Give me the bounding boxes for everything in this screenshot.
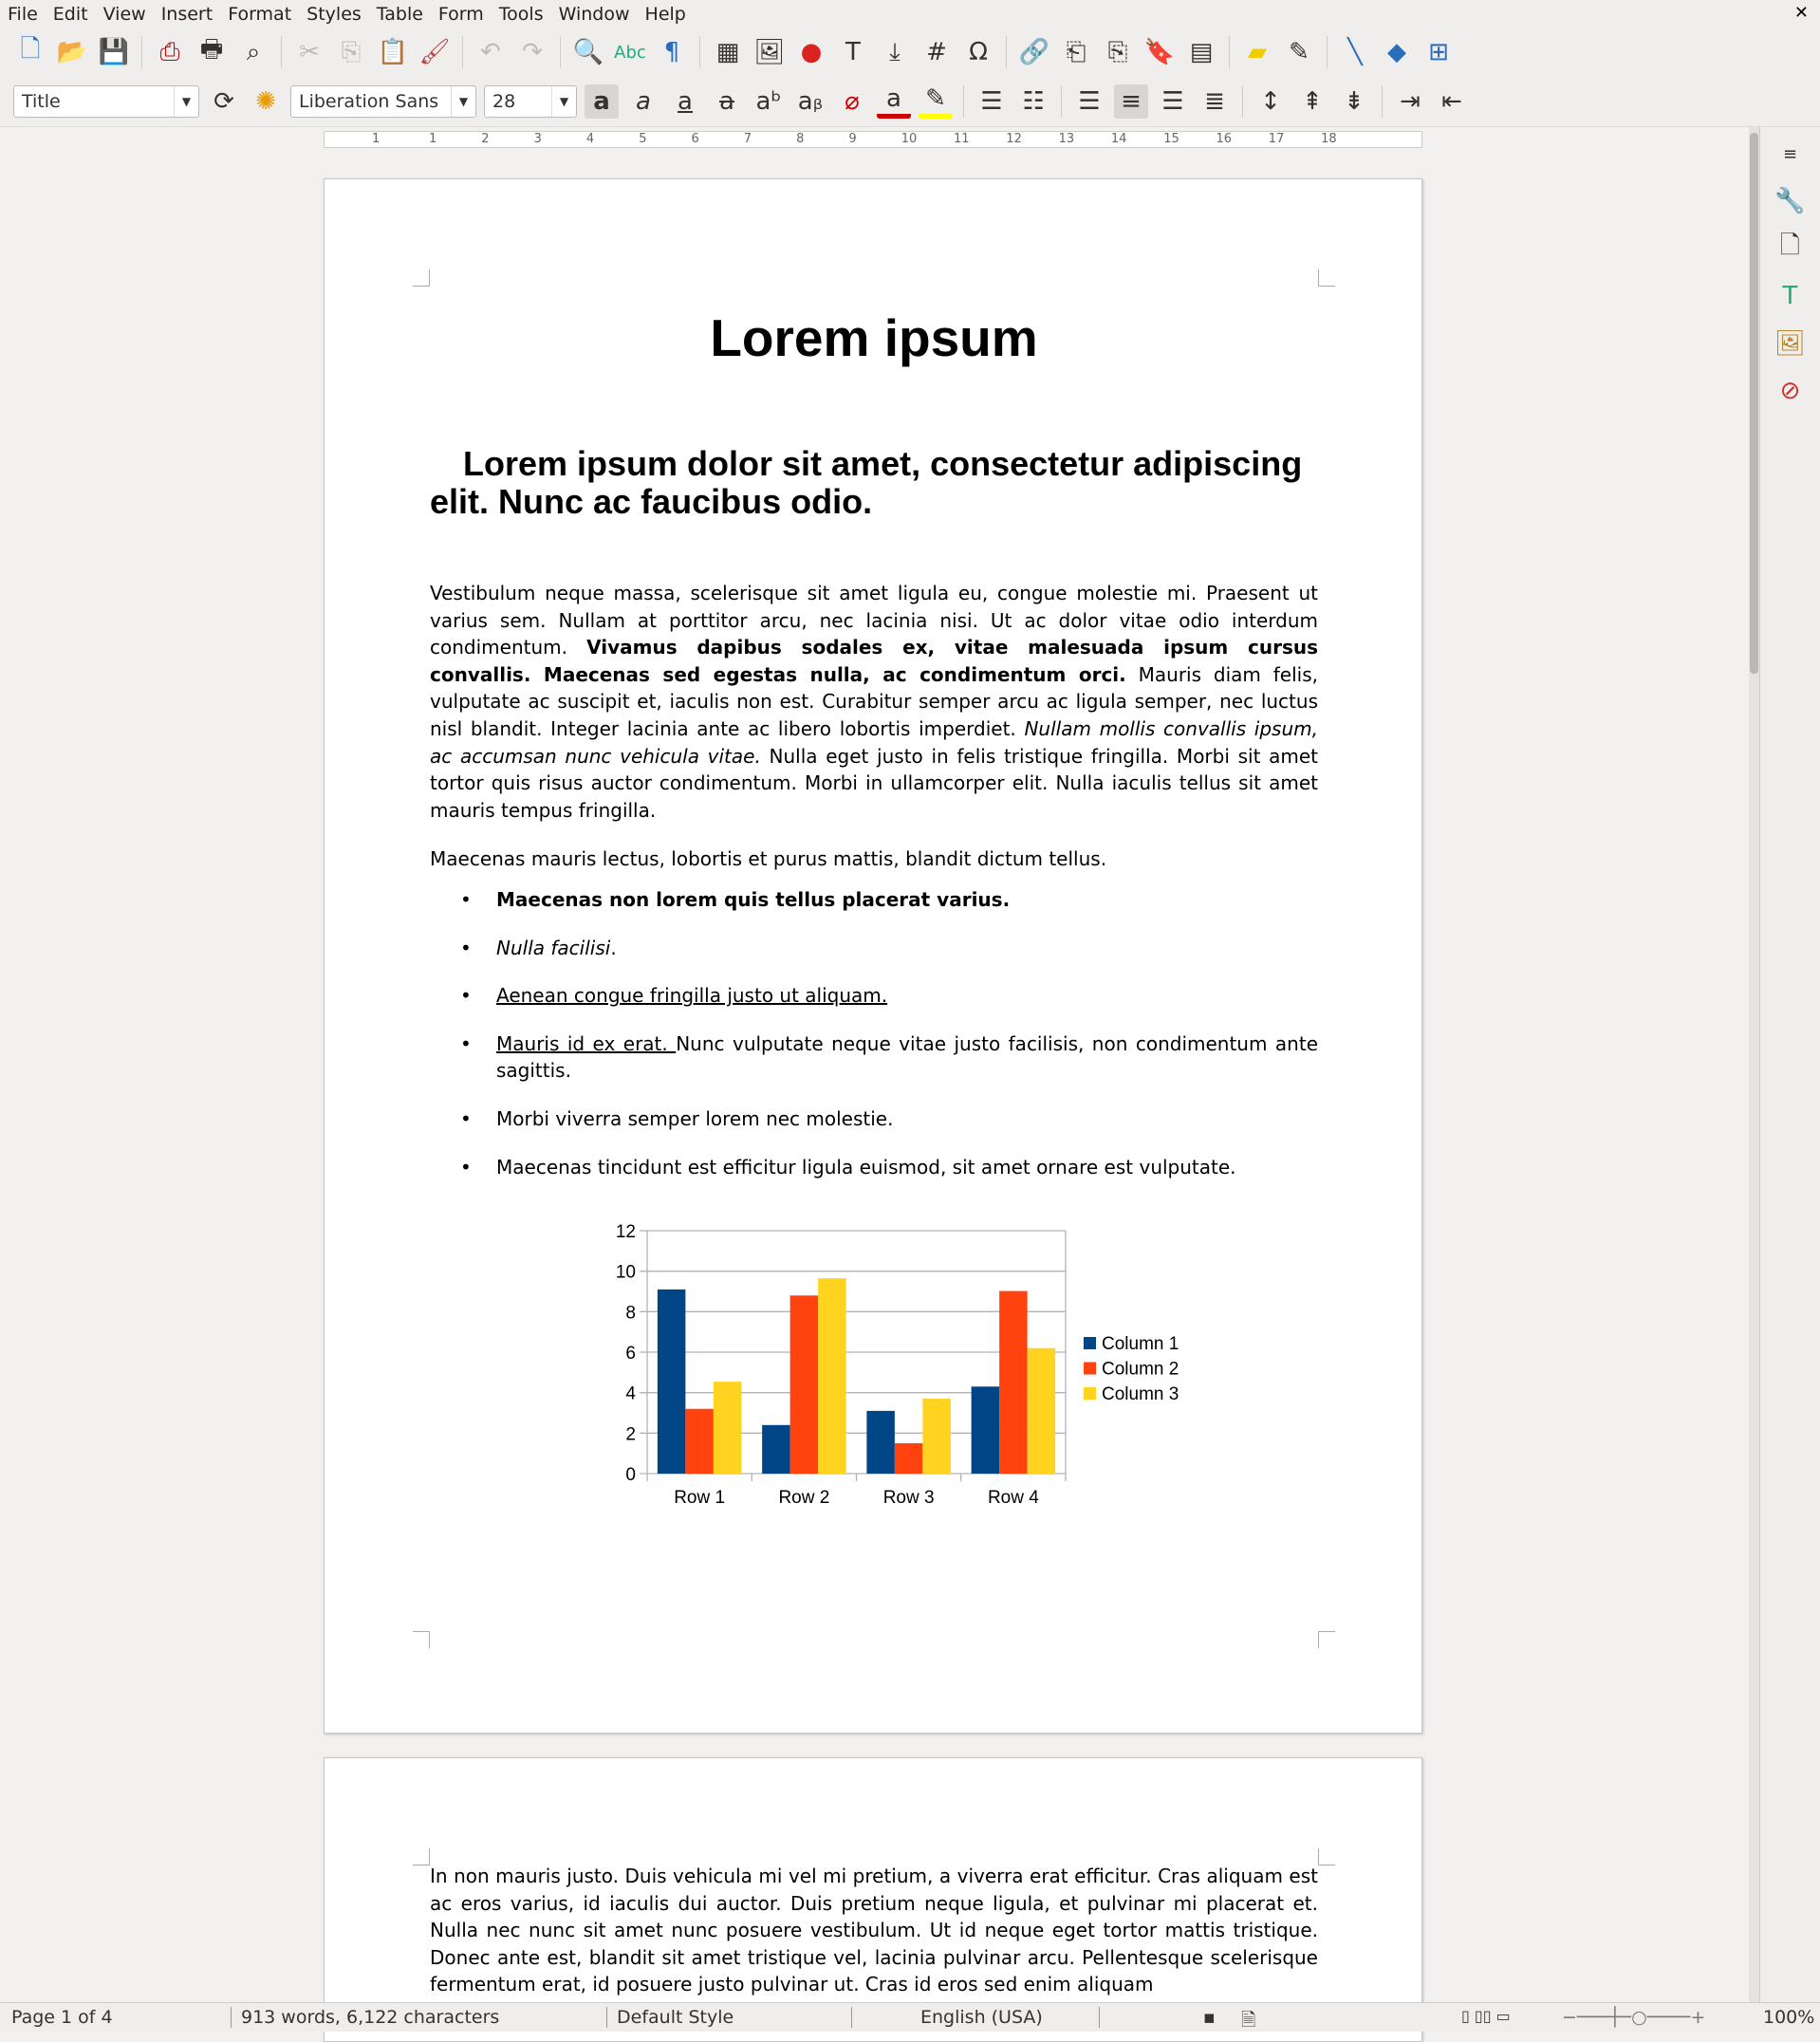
track-changes-icon[interactable]: ✎ (1289, 38, 1309, 66)
find-replace-icon[interactable]: 🔍 (572, 38, 604, 66)
italic-icon[interactable]: a (636, 86, 651, 116)
y-tick-label: 8 (625, 1303, 636, 1324)
paragraph-style-value: Title (22, 90, 61, 112)
page-style[interactable]: Default Style (617, 2007, 734, 2028)
word-count[interactable]: 913 words, 6,122 characters (241, 2007, 500, 2028)
new-style-icon[interactable]: ✺ (255, 86, 276, 116)
x-tick-label: Row 1 (674, 1488, 726, 1508)
clone-formatting-icon[interactable]: 🖌 (418, 38, 451, 66)
page-2 (324, 1757, 1422, 2042)
strikethrough-icon[interactable]: a (719, 86, 734, 116)
x-tick-label: Row 2 (778, 1488, 830, 1508)
ruler-tick-label: 4 (585, 132, 595, 146)
font-name-value: Liberation Sans (299, 90, 439, 112)
ruler-tick-label: 13 (1058, 132, 1075, 146)
view-layout-icons[interactable]: ▯ ▯▯ ▭ (1461, 2007, 1511, 2025)
language[interactable]: English (USA) (920, 2007, 1043, 2028)
y-tick-label: 12 (615, 1223, 636, 1242)
page-1 (324, 178, 1422, 1734)
undo-icon[interactable]: ↶ (480, 38, 501, 66)
draw-functions-icon[interactable]: ⊞ (1428, 38, 1449, 66)
heading[interactable]: Lorem ipsum dolor sit amet, consectetur adipiscing elit. Nunc ac faucibus odio. (430, 444, 1303, 521)
properties-icon[interactable]: 🔧 (1774, 187, 1806, 215)
print-preview-icon[interactable]: ⌕ (246, 37, 261, 66)
ruler-tick-label: 6 (691, 132, 699, 146)
menu-format[interactable]: Format (228, 4, 292, 25)
bar (1028, 1348, 1056, 1474)
subscript-icon[interactable]: aᵦ (797, 86, 824, 116)
status-bar (0, 2002, 1820, 2032)
document-title[interactable]: Lorem ipsum (710, 308, 1038, 367)
menu-form[interactable]: Form (437, 4, 484, 25)
zoom-slider[interactable]: −───┼─○────+ (1562, 2007, 1706, 2028)
superscript-icon[interactable]: aᵇ (755, 86, 782, 116)
ruler-tick-label: 16 (1216, 132, 1233, 146)
justify-icon[interactable]: ≣ (1204, 86, 1225, 116)
bar (714, 1382, 742, 1474)
ruler-tick-label: 5 (639, 132, 647, 146)
footnote-icon[interactable]: ⎗ (1066, 37, 1086, 66)
increase-indent-icon[interactable]: ⇥ (1400, 86, 1421, 116)
ruler-tick-label: 14 (1110, 132, 1127, 146)
ruler-tick-label: 11 (954, 132, 970, 146)
menu-window[interactable]: Window (558, 4, 630, 25)
ruler-tick-label: 15 (1163, 132, 1179, 146)
font-color-icon[interactable]: a (877, 84, 911, 119)
bookmark-icon[interactable]: 🔖 (1143, 38, 1176, 66)
numbered-list-icon[interactable]: ☷ (1022, 86, 1045, 116)
ruler-tick-label: 17 (1268, 132, 1285, 146)
cross-reference-icon[interactable]: ▤ (1189, 38, 1214, 66)
ruler-tick-label: 18 (1321, 132, 1337, 146)
basic-shapes-icon[interactable]: ◆ (1387, 38, 1406, 66)
x-tick-label: Row 4 (987, 1488, 1039, 1508)
font-size-value: 28 (492, 90, 516, 112)
legend-swatch (1084, 1387, 1096, 1400)
highlight-icon[interactable]: ✎ (919, 84, 953, 119)
bar-chart[interactable] (590, 1223, 1179, 1546)
page-count[interactable]: Page 1 of 4 (11, 2007, 113, 2028)
zoom-level[interactable]: 100% (1763, 2007, 1815, 2028)
formatting-toolbar (0, 76, 1820, 127)
insert-page-break-icon[interactable]: ⤓ (889, 37, 901, 66)
paste-icon[interactable]: 📋 (377, 38, 409, 66)
list-item[interactable]: • Morbi viverra semper lorem nec molestie. (430, 1105, 1318, 1133)
gallery-icon[interactable]: 🖼 (1774, 329, 1806, 358)
ruler-tick-label: 2 (481, 132, 490, 146)
underline-icon[interactable]: a (678, 86, 693, 116)
chevron-down-icon[interactable]: ▼ (451, 86, 475, 117)
bar (790, 1295, 819, 1474)
scrollbar-thumb[interactable] (1750, 133, 1758, 674)
bar (866, 1411, 895, 1474)
ruler-tick-label: 9 (848, 132, 857, 146)
ruler-tick-label: 10 (901, 132, 918, 146)
open-icon[interactable]: 📂 (56, 38, 88, 66)
bar (895, 1443, 923, 1474)
export-pdf-icon[interactable]: ⎙ (159, 37, 180, 66)
chevron-down-icon[interactable]: ▼ (551, 86, 576, 117)
new-document-icon[interactable]: 🗋 (20, 35, 41, 64)
paragraph-style-select[interactable] (13, 85, 199, 118)
close-document-icon[interactable]: ✕ (1793, 3, 1809, 23)
bullet-list-icon[interactable]: ☰ (980, 86, 1003, 116)
insert-image-icon[interactable]: 🖼 (753, 38, 786, 66)
bar (818, 1278, 846, 1474)
vertical-scrollbar[interactable] (1749, 127, 1759, 2002)
menu-tools[interactable]: Tools (498, 4, 544, 25)
page-icon[interactable]: 🗋 (1780, 232, 1800, 260)
list-item[interactable]: • Mauris id ex erat. Nunc vulputate neque vitae justo facilisis, non condimentum ante sagittis. (430, 1030, 1318, 1085)
legend-swatch (1084, 1363, 1096, 1375)
menu-insert[interactable]: Insert (160, 4, 214, 25)
save-icon[interactable]: 💾 (98, 38, 130, 66)
ruler-tick-label: 12 (1006, 132, 1022, 146)
list-item[interactable]: • Maecenas non lorem quis tellus placerat varius. (430, 886, 1318, 914)
formatting-marks-icon[interactable]: ¶ (663, 38, 680, 66)
ruler-tick-label: 1 (429, 132, 437, 146)
list-item[interactable]: • Aenean congue fringilla justo ut aliquam. (430, 982, 1318, 1010)
y-tick-label: 4 (625, 1383, 636, 1404)
ruler-tick-label: 7 (743, 132, 752, 146)
spelling-icon[interactable]: Abc (614, 42, 646, 63)
decrease-indent-icon[interactable]: ⇤ (1441, 86, 1462, 116)
sidebar-menu-icon[interactable]: ≡ (1782, 143, 1798, 164)
y-tick-label: 6 (625, 1344, 636, 1364)
bar (762, 1425, 790, 1474)
bullet-list (430, 886, 1318, 1201)
insert-mode-icon[interactable]: ▪ (1203, 2007, 1216, 2028)
font-size-select[interactable] (484, 85, 577, 118)
copy-icon[interactable]: ⎘ (341, 37, 362, 66)
endnote-icon[interactable]: ⎘ (1107, 37, 1128, 66)
line-icon[interactable]: ╲ (1347, 38, 1363, 66)
legend-label: Column 1 (1102, 1334, 1179, 1354)
ruler-tick-label: 8 (796, 132, 805, 146)
print-icon[interactable]: 🖶 (199, 35, 224, 64)
standard-toolbar (0, 28, 1820, 76)
ruler-tick-label: 1 (372, 132, 381, 146)
menu-help[interactable]: Help (644, 4, 686, 25)
y-tick-label: 2 (625, 1424, 636, 1445)
legend-label: Column 2 (1102, 1359, 1179, 1380)
hyperlink-icon[interactable]: 🔗 (1018, 38, 1050, 66)
menu-view[interactable]: View (102, 4, 146, 25)
bar (922, 1399, 951, 1474)
align-left-icon[interactable]: ☰ (1078, 86, 1101, 116)
special-character-icon[interactable]: Ω (969, 38, 988, 66)
bold-icon[interactable]: a (585, 84, 619, 119)
legend-swatch (1084, 1337, 1096, 1349)
align-right-icon[interactable]: ☰ (1161, 86, 1184, 116)
sidebar (1759, 127, 1820, 2002)
horizontal-ruler[interactable] (324, 131, 1422, 148)
body-paragraph[interactable]: Vestibulum neque massa, scelerisque sit amet ligula eu, congue molestie mi. Praesent ut varius sem. Nullam at porttitor arcu, nec lacinia nisi. Ut ac dolor vitae odio interdum condimentum. Vivamus dapibus sodales ex, vitae malesuada ipsum cursus convallis. Maecenas sed egestas nulla, ac condimentum orci. Mauris diam felis, vulputate ac suscipit et, iaculis non est. Curabitur semper arcu ac ligula semper, nec luctus nisl blandit. Integer lacinia ante ac libero lobortis imperdiet. Nullam mollis convallis ipsum, ac accumsan nunc vehicula vitae. Nulla eget justo in felis tristique fringilla. Morbi sit amet tortor quis risus auctor condimentum. Morbi in ullamcorper elit. Nulla iaculis tellus sit amet mauris tempus fringilla. (430, 582, 1319, 822)
insert-chart-icon[interactable]: ● (800, 38, 823, 66)
menu-file[interactable]: File (8, 4, 38, 25)
bar (685, 1409, 714, 1474)
clear-formatting-icon[interactable]: ⌀ (845, 86, 860, 116)
navigator-icon[interactable]: ⊘ (1779, 377, 1801, 405)
cut-icon[interactable]: ✂ (299, 38, 320, 66)
insert-field-icon[interactable]: # (926, 38, 947, 66)
insert-text-box-icon[interactable]: T (845, 38, 861, 66)
decrease-paragraph-spacing-icon[interactable]: ⇟ (1344, 86, 1365, 116)
menu-bar (0, 0, 1820, 28)
increase-paragraph-spacing-icon[interactable]: ⇞ (1302, 86, 1323, 116)
menu-styles[interactable]: Styles (306, 4, 362, 25)
menu-edit[interactable]: Edit (52, 4, 88, 25)
y-tick-label: 10 (615, 1262, 636, 1283)
insert-table-icon[interactable]: ▦ (715, 38, 740, 66)
align-center-icon[interactable]: ≡ (1114, 84, 1148, 119)
document-modified-icon[interactable]: 🗎 (1241, 2010, 1256, 2031)
line-spacing-icon[interactable]: ↕ (1260, 86, 1281, 116)
bar (658, 1290, 686, 1474)
bar (999, 1291, 1028, 1474)
menu-table[interactable]: Table (376, 4, 423, 25)
body-paragraph[interactable]: In non mauris justo. Duis vehicula mi vel mi pretium, a viverra erat efficitur. Cras aliquam est ac eros varius, id iaculis dui auctor. Duis pretium neque ligula, et pulvinar mi placerat et. Nulla nec nunc sit amet nunc posuere vestibulum. Ut id neque eget tortor mattis tristique. Donec ante est, blandit sit amet tristique vel, lacinia pulvinar arcu. Pellentesque scelerisque fermentum erat, id posuere justo pulvinar ut. Cras id eros sed enim aliquam (430, 1865, 1318, 1996)
styles-icon[interactable]: T (1782, 282, 1798, 310)
chevron-down-icon[interactable]: ▼ (174, 86, 198, 117)
comment-icon[interactable]: ▰ (1248, 38, 1267, 66)
list-item[interactable]: • Nulla facilisi. (430, 935, 1318, 962)
update-style-icon[interactable]: ⟳ (214, 86, 234, 116)
bar (972, 1386, 1000, 1474)
redo-icon[interactable]: ↷ (522, 38, 543, 66)
x-tick-label: Row 3 (882, 1488, 935, 1508)
font-name-select[interactable] (290, 85, 476, 118)
list-item[interactable]: • Maecenas tincidunt est efficitur ligula euismod, sit amet ornare est vulputate. (430, 1154, 1318, 1181)
ruler-tick-label: 3 (533, 132, 542, 146)
legend-label: Column 3 (1102, 1384, 1179, 1404)
body-paragraph[interactable]: Maecenas mauris lectus, lobortis et purus mattis, blandit dictum tellus. (430, 847, 1107, 870)
y-tick-label: 0 (625, 1465, 636, 1485)
